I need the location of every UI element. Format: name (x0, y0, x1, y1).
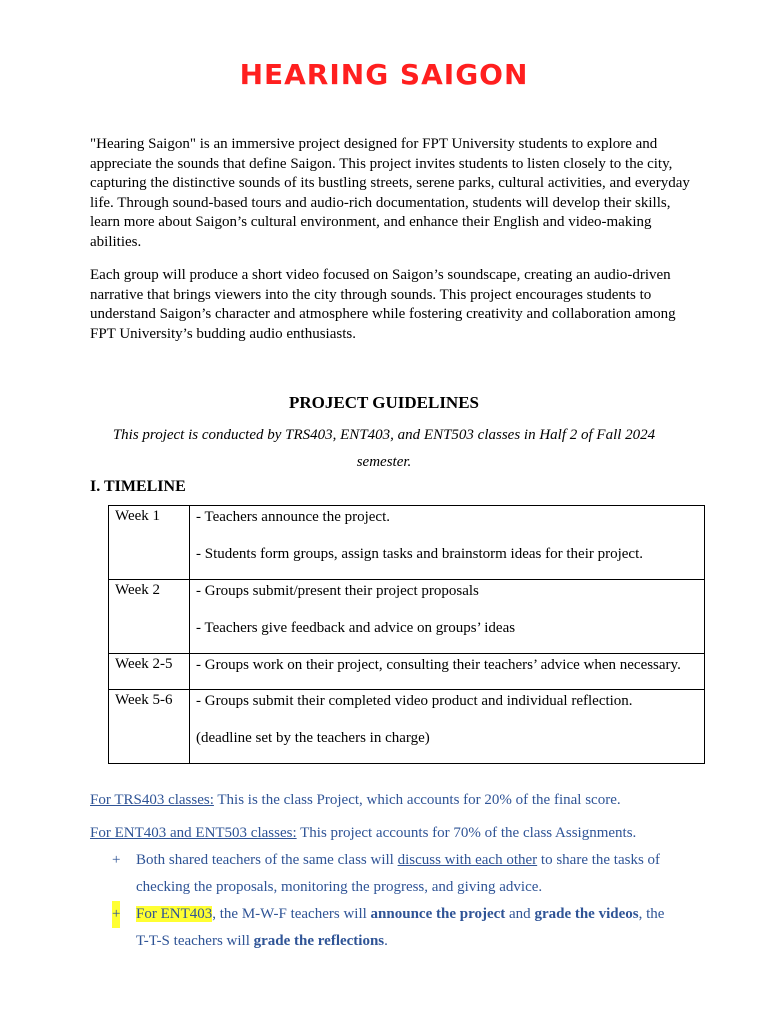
ent-text: This project accounts for 70% of the class Assignments. (296, 825, 637, 841)
bullet-text (136, 847, 672, 901)
bullet-text-underlined: discuss with each other (397, 852, 538, 868)
activity-item: - Students form groups, assign tasks and brainstorm ideas for their project. (196, 546, 643, 562)
table-row (109, 580, 705, 654)
bullet-text-part: . (384, 933, 388, 949)
trs403-note (90, 792, 621, 809)
intro-paragraph-2: Each group will produce a short video focused on Saigon’s soundscape, creating an audio-driven narrative that brings viewers into the city through sounds. This project encourages students to understand Saigon’s character and atmosphere while fostering creativity and collaboration among FPT University’s budding audio enthusiasts. (90, 267, 676, 342)
highlighted-text: For ENT403 (136, 906, 213, 922)
guidelines-subtitle: This project is conducted by TRS403, ENT403, and ENT503 classes in Half 2 of Fall 2024 semester. (112, 427, 656, 470)
timeline-heading: I. TIMELINE (90, 478, 186, 495)
bullet-text-part: , the M-W-F teachers will (212, 906, 371, 922)
intro-paragraph-1: "Hearing Saigon" is an immersive project designed for FPT University students to explore and appreciate the sounds that define Saigon. This project invites students to listen closely to the city, capturing the distinctive sounds of its bustling streets, serene parks, cultural activities, and everyday life. Through sound-based tours and audio-rich documentation, students will develop their skills, learn more about Saigon’s cultural environment, and enhance their English and video-making abilities. (90, 136, 690, 250)
activity-item: - Groups work on their project, consulting their teachers’ advice when necessary. (196, 657, 681, 673)
activity-item: - Teachers announce the project. (196, 509, 390, 525)
guidelines-heading: PROJECT GUIDELINES (288, 393, 480, 412)
table-row (109, 506, 705, 580)
bullet-text-part: and (505, 906, 535, 922)
bullet-mark: + (112, 901, 120, 928)
activity-item: (deadline set by the teachers in charge) (196, 730, 430, 746)
week-cell: Week 2-5 (109, 654, 190, 690)
bullet-text-part: , the T-T-S teachers will (136, 906, 665, 949)
ent-label: For ENT403 and ENT503 classes: (90, 825, 297, 841)
bold-text: grade the reflections (253, 933, 385, 949)
table-row (109, 690, 705, 764)
week-cell: Week 2 (109, 580, 190, 654)
bullet-mark: + (112, 852, 121, 868)
activity-cell (190, 654, 705, 690)
activity-item: - Groups submit/present their project proposals (196, 583, 479, 599)
activity-item: - Teachers give feedback and advice on groups’ ideas (196, 620, 516, 636)
activity-cell (190, 580, 705, 654)
activity-cell (190, 506, 705, 580)
ent-note (90, 825, 636, 842)
document-title: HEARING SAIGON (239, 58, 529, 91)
table-row (109, 654, 705, 690)
trs403-text: This is the class Project, which accounts for 20% of the final score. (213, 792, 621, 808)
timeline-table (108, 505, 705, 764)
activity-cell (190, 690, 705, 764)
week-cell: Week 1 (109, 506, 190, 580)
bold-text: grade the videos (534, 906, 639, 922)
trs403-label: For TRS403 classes: (90, 792, 214, 808)
bullet-text-part: Both shared teachers of the same class will (136, 852, 398, 868)
bullet-ent403 (112, 901, 672, 955)
week-cell: Week 5-6 (109, 690, 190, 764)
bullet-text (136, 901, 672, 955)
bullet-shared-teachers (112, 847, 672, 901)
activity-item: - Groups submit their completed video product and individual reflection. (196, 693, 633, 709)
bold-text: announce the project (370, 906, 506, 922)
bullet-text-part: to share the tasks of checking the proposals, monitoring the progress, and giving advice. (136, 852, 661, 895)
